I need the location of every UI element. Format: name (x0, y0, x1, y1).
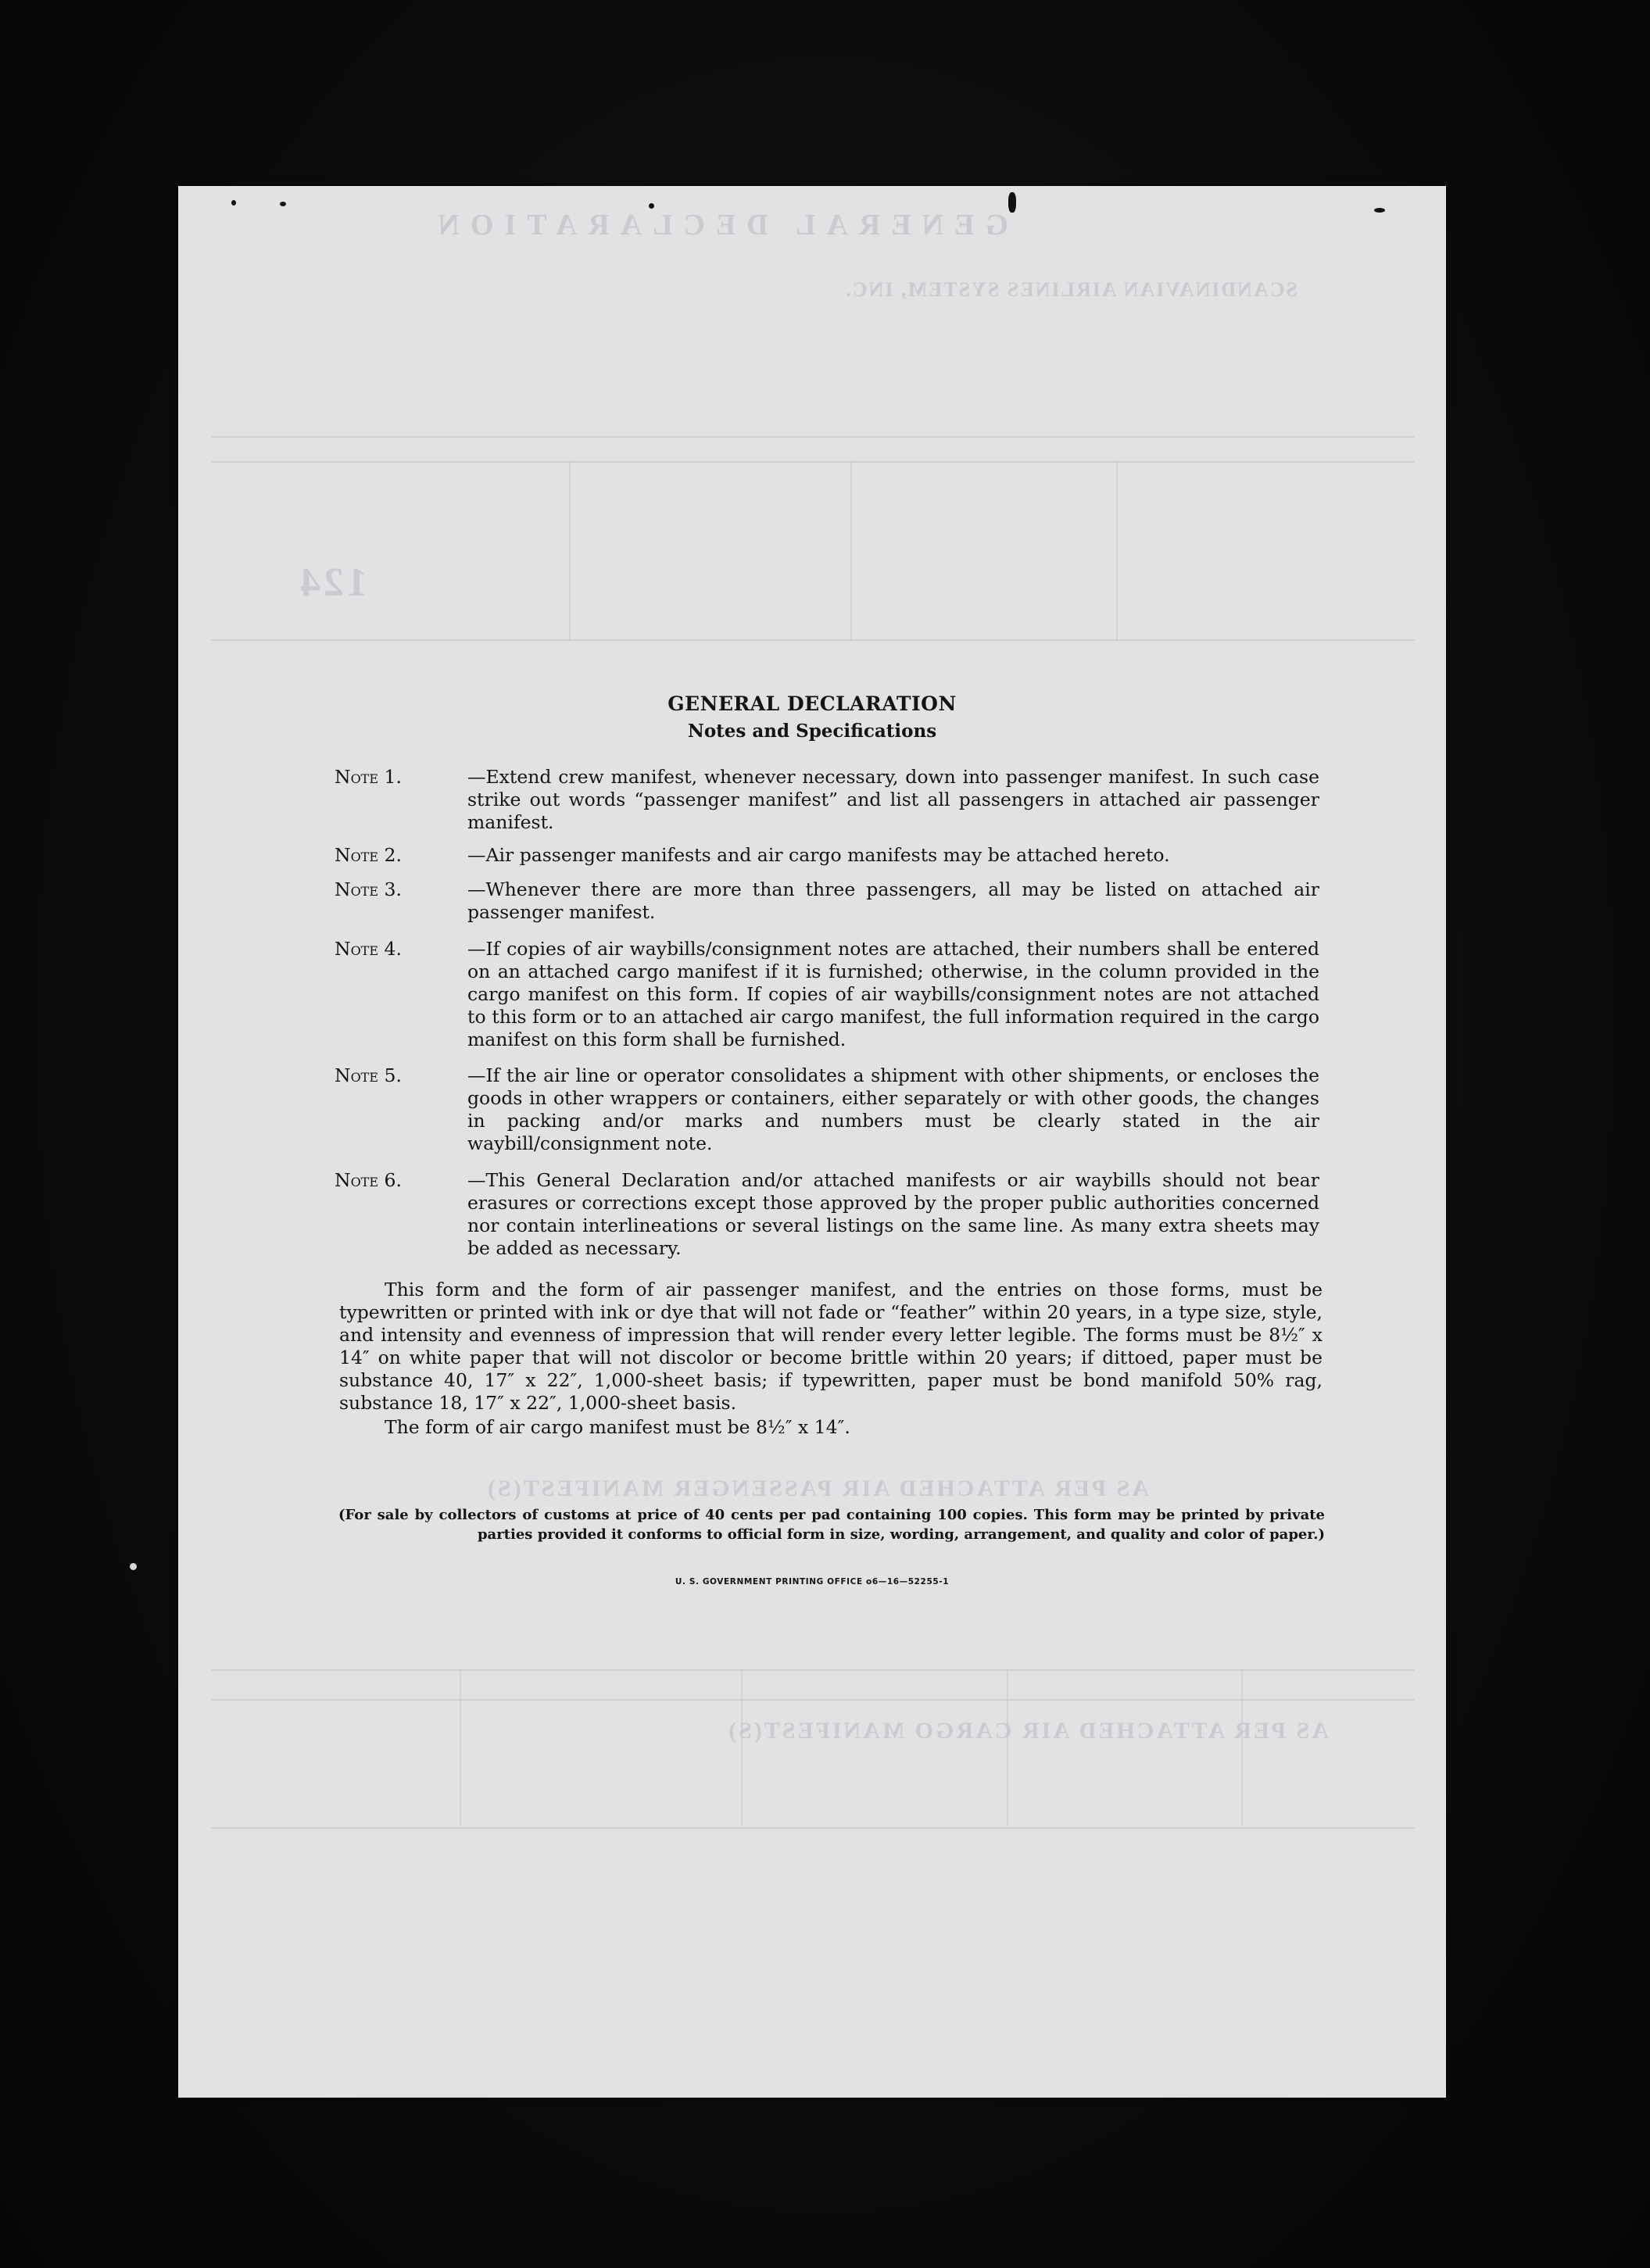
bleed-cargo-stamp: AS PER ATTACHED AIR CARGO MANIFEST(S) (726, 1718, 1329, 1744)
note-label: Note 2. (335, 844, 402, 866)
note-5 (335, 1064, 1319, 1155)
note-1 (335, 766, 1319, 834)
bleed-heading: GENERAL DECLARATION (427, 209, 1008, 241)
sale-notice: (For sale by collectors of customs at price of 40 cents per pad containing 100 copies. This form may be printed by private parties provided it conforms to official form in size, wording, arrangement, and quality and color of paper.) (338, 1507, 1325, 1543)
note-3 (335, 878, 1319, 924)
scan-speck (130, 1563, 137, 1570)
document-content (178, 186, 1446, 2098)
note-label: Note 4. (335, 938, 402, 960)
bleed-stamp-number: 124 (297, 560, 367, 605)
note-label: Note 5. (335, 1064, 402, 1086)
specification-paragraph (339, 1279, 1323, 1415)
note-label: Note 6. (335, 1169, 402, 1191)
note-label: Note 3. (335, 878, 402, 900)
note-text: —If the air line or operator consolidates a shipment with other shipments, or encloses the goods in other wrappers or containers, either separately or with other goods, the changes in packing and/or marks and numbers must be clearly stated in the air waybill/consignment note. (467, 1064, 1319, 1154)
specification-text: This form and the form of air passenger manifest, and the entries on those forms, must be typewritten or printed with ink or dye that will not fade or “feather” within 20 years, in a type size, style, and intensity and evenness of impression that will render every letter legible. The forms must be 8½″ x 14″ on white paper that will not discolor or become brittle within 20 years; if dittoed, paper must be substance 40, 17″ x 22″, 1,000-sheet basis; if typewritten, paper must be bond manifold 50% rag, substance 18, 17″ x 22″, 1,000-sheet basis. (339, 1279, 1323, 1414)
note-label: Note 1. (335, 766, 402, 788)
document-page (178, 186, 1446, 2098)
printing-office-line: U. S. GOVERNMENT PRINTING OFFICE o6—16—52255-1 (675, 1577, 950, 1587)
document-subtitle: Notes and Specifications (687, 721, 937, 742)
note-text: —Whenever there are more than three passengers, all may be listed on attached air passenger manifest. (467, 878, 1319, 923)
note-2 (335, 844, 1319, 867)
note-text: —This General Declaration and/or attached manifests or air waybills should not bear erasures or corrections except those approved by the proper public authorities concerned nor contain interlineations or several listings on the same line. As many extra sheets may be added as necessary. (467, 1169, 1319, 1259)
cargo-form-size: The form of air cargo manifest must be 8½″ x 14″. (385, 1416, 850, 1438)
note-4 (335, 938, 1319, 1051)
note-6 (335, 1169, 1319, 1260)
bleed-company: SCANDINAVIAN AIRLINES SYSTEM, INC. (844, 278, 1297, 301)
bleed-passenger-stamp: AS PER ATTACHED AIR PASSENGER MANIFEST(S) (485, 1476, 1149, 1501)
note-text: —If copies of air waybills/consignment notes are attached, their numbers shall be entered on an attached cargo manifest if it is furnished; otherwise, in the column provided in the cargo manifest on this form. If copies of air waybills/consignment notes are not attached to this form or to an attached air cargo manifest, the full information required in the cargo manifest on this form shall be furnished. (467, 938, 1319, 1050)
note-text: —Extend crew manifest, whenever necessary, down into passenger manifest. In such case strike out words “passenger manifest” and list all passengers in attached air passenger manifest. (467, 766, 1319, 833)
document-title: GENERAL DECLARATION (668, 692, 957, 715)
note-text: —Air passenger manifests and air cargo manifests may be attached hereto. (467, 844, 1170, 866)
